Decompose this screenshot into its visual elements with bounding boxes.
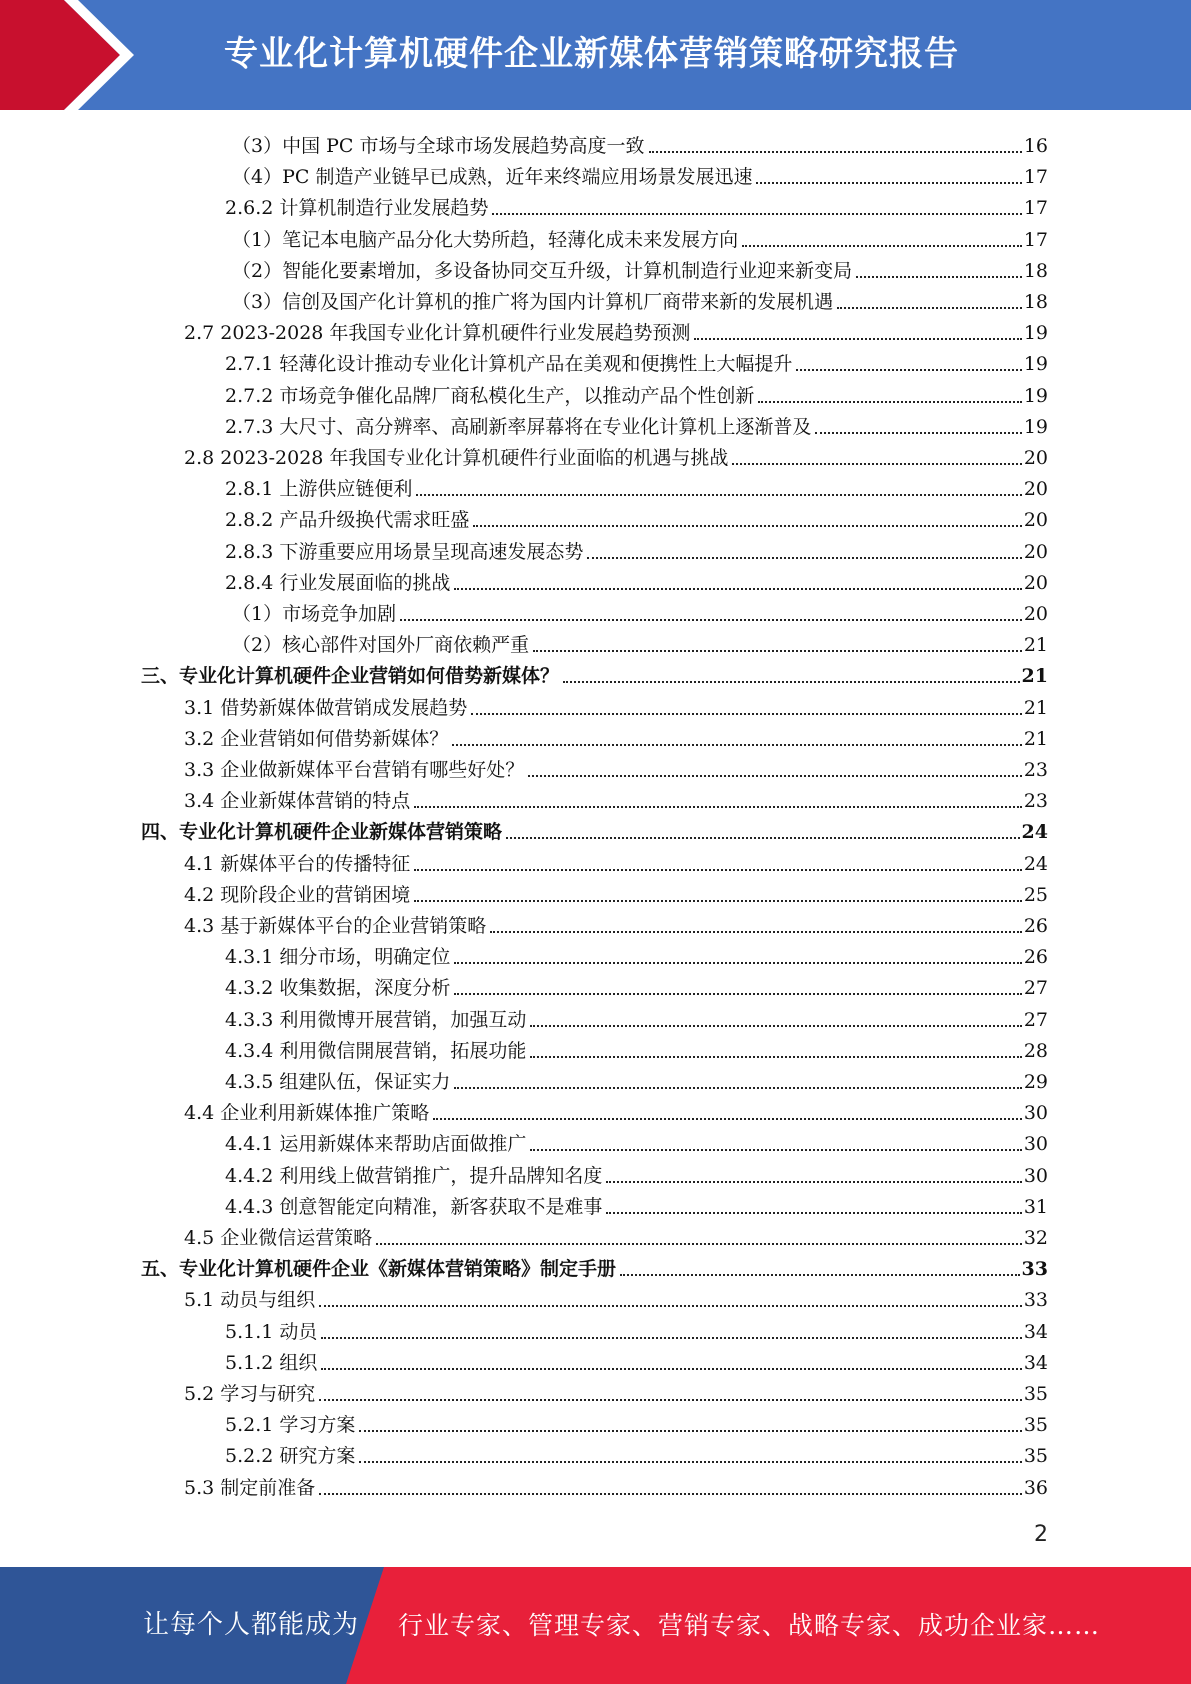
toc-entry-title: 三、专业化计算机硬件企业营销如何借势新媒体？ xyxy=(141,665,560,688)
toc-entry-page: 31 xyxy=(1023,1195,1048,1218)
toc-entry-title: 3.1 借势新媒体做营销成发展趋势 xyxy=(184,696,468,719)
toc-entry[interactable] xyxy=(232,596,1048,626)
toc-entry-title: （3）信创及国产化计算机的推广将为国内计算机厂商带来新的发展机遇 xyxy=(232,291,834,313)
toc-entry-title: 2.8.4 行业发展面临的挑战 xyxy=(225,571,451,594)
toc-dot-leader xyxy=(473,525,1021,527)
toc-dot-leader xyxy=(454,962,1021,964)
toc-entry-title: 4.4.2 利用线上做营销推广，提升品牌知名度 xyxy=(225,1164,603,1187)
toc-entry-page: 17 xyxy=(1023,197,1048,220)
toc-dot-leader xyxy=(321,1337,1021,1339)
toc-entry-title: 5.1.2 组织 xyxy=(225,1351,318,1374)
toc-entry-page: 20 xyxy=(1023,509,1048,532)
toc-dot-leader xyxy=(856,276,1022,278)
toc-entry-title: 4.3.4 利用微信開展营销，拓展功能 xyxy=(225,1039,527,1062)
toc-dot-leader xyxy=(454,588,1021,590)
toc-dot-leader xyxy=(359,1430,1021,1432)
toc-dot-leader xyxy=(694,338,1021,340)
toc-dot-leader xyxy=(414,900,1022,902)
toc-entry-page: 33 xyxy=(1021,1258,1048,1281)
toc-dot-leader xyxy=(528,775,1022,777)
toc-entry-page: 18 xyxy=(1023,291,1048,313)
toc-dot-leader xyxy=(359,1461,1021,1463)
toc-dot-leader xyxy=(837,307,1022,309)
toc-dot-leader xyxy=(742,245,1022,247)
toc-entry[interactable] xyxy=(232,627,1048,657)
page-footer xyxy=(0,1567,1191,1684)
toc-entry-title: 5.2.1 学习方案 xyxy=(225,1414,356,1437)
toc-entry[interactable] xyxy=(141,1251,1048,1281)
toc-entry-page: 20 xyxy=(1023,603,1048,625)
toc-entry-page: 35 xyxy=(1023,1383,1048,1405)
toc-entry[interactable] xyxy=(184,1470,1048,1500)
header-arrow-decoration xyxy=(0,0,150,110)
toc-entry-title: 4.3 基于新媒体平台的企业营销策略 xyxy=(184,915,487,937)
toc-entry[interactable] xyxy=(232,253,1048,283)
toc-dot-leader xyxy=(490,931,1022,933)
toc-entry[interactable] xyxy=(225,346,1048,376)
toc-entry-title: 5.1 动员与组织 xyxy=(184,1289,316,1312)
toc-dot-leader xyxy=(414,806,1022,808)
toc-entry-page: 18 xyxy=(1023,259,1048,282)
toc-entry[interactable] xyxy=(141,814,1048,844)
toc-entry[interactable] xyxy=(184,315,1048,345)
toc-entry[interactable] xyxy=(184,1220,1048,1250)
toc-entry-page: 19 xyxy=(1023,322,1048,345)
toc-entry-page: 34 xyxy=(1023,1351,1048,1374)
toc-dot-leader xyxy=(416,494,1021,496)
toc-entry-page: 21 xyxy=(1021,665,1048,688)
toc-entry-title: 2.7.3 大尺寸、高分辨率、高刷新率屏幕将在专业化计算机上逐渐普及 xyxy=(225,415,812,438)
toc-dot-leader xyxy=(796,369,1021,371)
toc-entry-title: 2.7.1 轻薄化设计推动专业化计算机产品在美观和便携性上大幅提升 xyxy=(225,353,793,376)
toc-entry[interactable] xyxy=(225,1126,1048,1156)
toc-entry[interactable] xyxy=(225,1158,1048,1188)
toc-entry-page: 29 xyxy=(1023,1071,1048,1093)
toc-entry[interactable] xyxy=(225,939,1048,969)
toc-entry-page: 24 xyxy=(1023,852,1048,875)
toc-entry-title: 5.3 制定前准备 xyxy=(184,1476,316,1499)
toc-entry-page: 24 xyxy=(1021,821,1048,844)
toc-entry-page: 17 xyxy=(1023,166,1048,189)
toc-entry[interactable] xyxy=(225,1002,1048,1032)
toc-entry-title: 五、专业化计算机硬件企业《新媒体营销策略》制定手册 xyxy=(141,1258,617,1281)
toc-dot-leader xyxy=(471,713,1022,715)
toc-entry[interactable] xyxy=(184,721,1048,751)
toc-entry-title: 4.1 新媒体平台的传播特征 xyxy=(184,852,411,875)
toc-entry-title: 3.3 企业做新媒体平台营销有哪些好处？ xyxy=(184,759,525,781)
toc-entry[interactable] xyxy=(184,1095,1048,1125)
toc-dot-leader xyxy=(414,869,1022,871)
toc-entry[interactable] xyxy=(232,222,1048,252)
toc-entry-page: 30 xyxy=(1023,1102,1048,1125)
toc-entry-page: 32 xyxy=(1023,1227,1048,1249)
toc-entry-title: 4.4 企业利用新媒体推广策略 xyxy=(184,1102,430,1125)
toc-entry[interactable] xyxy=(225,1407,1048,1437)
toc-entry-page: 16 xyxy=(1023,135,1048,157)
toc-entry-page: 30 xyxy=(1023,1133,1048,1156)
toc-entry-title: 4.4.3 创意智能定向精准，新客获取不是难事 xyxy=(225,1195,603,1218)
toc-entry[interactable] xyxy=(184,846,1048,876)
toc-entry-title: 4.2 现阶段企业的营销困境 xyxy=(184,883,411,906)
page-number: 2 xyxy=(1034,1522,1048,1547)
toc-dot-leader xyxy=(454,1087,1021,1089)
toc-entry-page: 19 xyxy=(1023,384,1048,407)
toc-entry[interactable] xyxy=(184,690,1048,720)
toc-entry-page: 25 xyxy=(1023,883,1048,906)
toc-dot-leader xyxy=(530,1025,1021,1027)
toc-entry[interactable] xyxy=(225,1438,1048,1468)
toc-entry-title: 5.2 学习与研究 xyxy=(184,1383,316,1405)
toc-dot-leader xyxy=(732,463,1021,465)
toc-entry-title: 3.4 企业新媒体营销的特点 xyxy=(184,790,411,813)
toc-entry[interactable] xyxy=(225,1064,1048,1094)
toc-entry-title: 5.2.2 研究方案 xyxy=(225,1445,356,1468)
toc-entry-title: （1）市场竞争加剧 xyxy=(232,603,397,625)
toc-entry-page: 19 xyxy=(1023,415,1048,438)
toc-entry-title: 4.3.3 利用微博开展营销，加强互动 xyxy=(225,1008,527,1031)
footer-slogan-left: 让每个人都能成为 xyxy=(143,1610,360,1640)
toc-entry[interactable] xyxy=(141,658,1048,688)
toc-entry-title: （1）笔记本电脑产品分化大势所趋，轻薄化成未来发展方向 xyxy=(232,228,739,251)
toc-entry-title: （3）中国 PC 市场与全球市场发展趋势高度一致 xyxy=(232,135,645,157)
toc-entry-title: （2）智能化要素增加，多设备协同交互升级，计算机制造行业迎来新变局 xyxy=(232,259,853,282)
toc-entry-page: 21 xyxy=(1023,696,1048,719)
toc-dot-leader xyxy=(319,1493,1022,1495)
toc-entry-title: 2.7.2 市场竞争催化品牌厂商私模化生产，以推动产品个性创新 xyxy=(225,384,755,407)
toc-entry-title: 3.2 企业营销如何借势新媒体？ xyxy=(184,727,449,750)
toc-entry-title: 2.8 2023-2028 年我国专业化计算机硬件行业面临的机遇与挑战 xyxy=(184,447,729,469)
toc-entry[interactable] xyxy=(184,783,1048,813)
toc-entry[interactable] xyxy=(225,1314,1048,1344)
toc-entry[interactable] xyxy=(225,471,1048,501)
toc-entry-page: 33 xyxy=(1023,1289,1048,1312)
toc-entry-page: 23 xyxy=(1023,790,1048,813)
toc-entry-title: 5.1.1 动员 xyxy=(225,1320,318,1343)
toc-entry-page: 36 xyxy=(1023,1476,1048,1499)
toc-dot-leader xyxy=(319,1305,1022,1307)
toc-dot-leader xyxy=(587,557,1021,559)
report-title: 专业化计算机硬件企业新媒体营销策略研究报告 xyxy=(224,34,959,74)
toc-dot-leader xyxy=(400,619,1022,621)
toc-entry-title: （4）PC 制造产业链早已成熟，近年来终端应用场景发展迅速 xyxy=(232,166,753,189)
toc-entry-page: 20 xyxy=(1023,447,1048,469)
toc-dot-leader xyxy=(452,744,1022,746)
toc-entry-title: 2.7 2023-2028 年我国专业化计算机硬件行业发展趋势预测 xyxy=(184,322,691,345)
toc-dot-leader xyxy=(563,681,1020,683)
toc-entry[interactable] xyxy=(225,502,1048,532)
toc-entry-page: 26 xyxy=(1023,946,1048,969)
toc-entry[interactable] xyxy=(225,378,1048,408)
toc-entry-page: 20 xyxy=(1023,571,1048,594)
toc-entry-title: 4.5 企业微信运营策略 xyxy=(184,1227,373,1249)
toc-entry[interactable] xyxy=(225,409,1048,439)
toc-dot-leader xyxy=(376,1243,1022,1245)
toc-entry-title: 4.3.5 组建队伍，保证实力 xyxy=(225,1071,451,1093)
toc-entry-page: 21 xyxy=(1023,727,1048,750)
toc-dot-leader xyxy=(533,650,1022,652)
toc-dot-leader xyxy=(492,213,1021,215)
toc-entry[interactable] xyxy=(184,1282,1048,1312)
toc-entry-page: 27 xyxy=(1023,977,1048,1000)
toc-entry[interactable] xyxy=(225,1033,1048,1063)
toc-entry-page: 35 xyxy=(1023,1445,1048,1468)
footer-slogan-right: 行业专家、管理专家、营销专家、战略专家、成功企业家…… xyxy=(398,1611,1101,1640)
toc-entry[interactable] xyxy=(225,1189,1048,1219)
toc-entry-title: 四、专业化计算机硬件企业新媒体营销策略 xyxy=(141,821,503,844)
toc-entry[interactable] xyxy=(184,1376,1048,1406)
toc-dot-leader xyxy=(319,1399,1022,1401)
toc-entry-page: 34 xyxy=(1023,1320,1048,1343)
toc-dot-leader xyxy=(815,432,1021,434)
toc-entry[interactable] xyxy=(225,1345,1048,1375)
toc-entry-title: 4.3.1 细分市场，明确定位 xyxy=(225,946,451,969)
toc-entry-page: 28 xyxy=(1023,1039,1048,1062)
toc-entry-title: 2.8.2 产品升级换代需求旺盛 xyxy=(225,509,470,532)
toc-entry-page: 20 xyxy=(1023,540,1048,563)
toc-entry[interactable] xyxy=(184,752,1048,782)
toc-dot-leader xyxy=(606,1212,1021,1214)
toc-entry-page: 30 xyxy=(1023,1164,1048,1187)
toc-entry-page: 19 xyxy=(1023,353,1048,376)
toc-entry-title: （2）核心部件对国外厂商依赖严重 xyxy=(232,634,530,657)
toc-entry[interactable] xyxy=(184,908,1048,938)
toc-dot-leader xyxy=(620,1274,1020,1276)
toc-entry-page: 20 xyxy=(1023,478,1048,501)
toc-dot-leader xyxy=(506,837,1020,839)
toc-dot-leader xyxy=(433,1118,1022,1120)
toc-dot-leader xyxy=(606,1181,1021,1183)
toc-entry[interactable] xyxy=(184,440,1048,470)
toc-dot-leader xyxy=(321,1368,1021,1370)
toc-entry-page: 17 xyxy=(1023,228,1048,251)
toc-entry[interactable] xyxy=(225,970,1048,1000)
toc-entry-page: 35 xyxy=(1023,1414,1048,1437)
toc-entry-page: 27 xyxy=(1023,1008,1048,1031)
page-header xyxy=(0,0,1191,110)
toc-entry-page: 21 xyxy=(1023,634,1048,657)
toc-dot-leader xyxy=(454,993,1021,995)
toc-dot-leader xyxy=(649,151,1022,153)
toc-entry[interactable] xyxy=(232,159,1048,189)
toc-dot-leader xyxy=(758,401,1021,403)
toc-entry-title: 2.6.2 计算机制造行业发展趋势 xyxy=(225,197,489,220)
toc-dot-leader xyxy=(530,1056,1021,1058)
toc-entry[interactable] xyxy=(225,565,1048,595)
toc-entry-title: 2.8.3 下游重要应用场景呈现高速发展态势 xyxy=(225,540,584,563)
toc-entry[interactable] xyxy=(225,534,1048,564)
toc-entry-title: 2.8.1 上游供应链便利 xyxy=(225,478,413,501)
toc-entry-title: 4.3.2 收集数据，深度分析 xyxy=(225,977,451,1000)
toc-entry[interactable] xyxy=(232,128,1048,158)
toc-entry[interactable] xyxy=(225,190,1048,220)
toc-dot-leader xyxy=(756,182,1021,184)
toc-entry[interactable] xyxy=(184,877,1048,907)
toc-entry[interactable] xyxy=(232,284,1048,314)
toc-entry-page: 23 xyxy=(1023,759,1048,781)
toc-dot-leader xyxy=(530,1149,1021,1151)
toc-entry-page: 26 xyxy=(1023,915,1048,937)
toc-entry-title: 4.4.1 运用新媒体来帮助店面做推广 xyxy=(225,1133,527,1156)
